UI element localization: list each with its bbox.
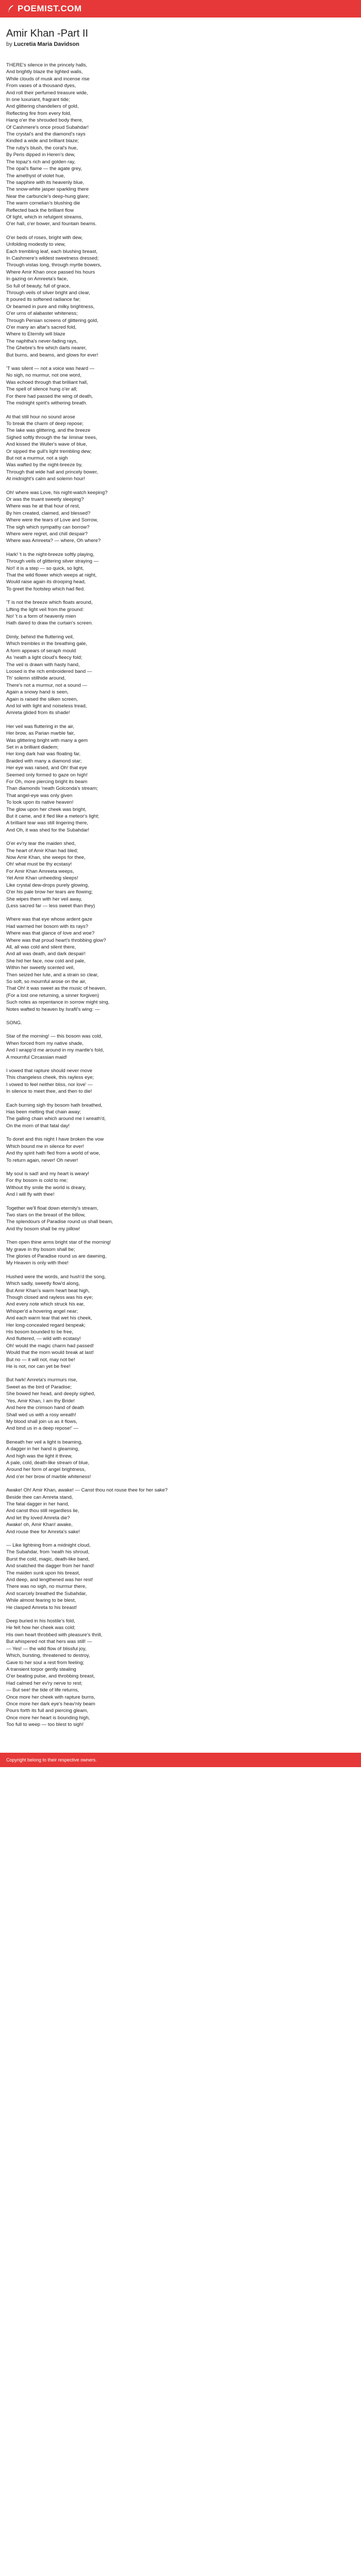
poem-line: A brilliant tear was still lingering there, <box>6 820 88 826</box>
poem-line: Once more her dark eye's heav'nly beam <box>6 1701 95 1707</box>
poem-line: Within her sweetly scented veil, <box>6 965 75 971</box>
poem-stanza <box>6 1033 355 1061</box>
poem-line: There's not a murmur, not a sound — <box>6 682 88 688</box>
poem-line: Sweet as the bird of Paradise; <box>6 1384 72 1390</box>
poem-line: O'er ev'ry tear the maiden shed, <box>6 841 76 847</box>
poem-line: Or beamed in pure and milky brightness, <box>6 303 95 310</box>
poem-line: And bind us in a deep repose!' — <box>6 1426 79 1432</box>
poem-line: At midnight's calm and solemn hour! <box>6 476 85 482</box>
poem-byline <box>6 41 355 47</box>
poem-line: And lol with light and noiseless tread, <box>6 703 87 709</box>
poem-line: Would that the morn would break at last! <box>6 1350 94 1356</box>
poem-line: Deep buried in his hostile's fold, <box>6 1618 75 1624</box>
poem-stanza <box>6 1274 355 1370</box>
poem-line: While clouds of musk and incense rise <box>6 76 90 82</box>
poem-line: As 'neath a light cloud's fleecy fold; <box>6 655 83 661</box>
poem-line: O'er urns of alabaster whiteness; <box>6 311 78 317</box>
poem-line: Once more her cheek with rapture burns, <box>6 1694 95 1700</box>
poem-line: To return again, never! Oh never! <box>6 1157 78 1163</box>
poem-line: No!! it is a step — so quick, so light, <box>6 565 84 571</box>
poem-stanza <box>6 62 355 228</box>
poem-line: Two stars on the breast of the billow, <box>6 1212 86 1218</box>
poem-line: And fluttered, — wild with ecstasy! <box>6 1336 81 1342</box>
poem-line: When forced from my native shade, <box>6 1040 84 1046</box>
poem-line: He is not, nor can yet be free! <box>6 1364 71 1370</box>
poem-line: Where was he at that hour of rest, <box>6 503 80 510</box>
poem-line: Where were regret, and chill despair? <box>6 531 88 537</box>
poem-line: On the morn of that fatal day! <box>6 1123 70 1129</box>
poem-line: Through Persian screens of glittering gold, <box>6 317 99 324</box>
poem-line: I vowed to feel neither bliss, nor love' — <box>6 1081 93 1088</box>
poem-stanza <box>6 599 355 627</box>
poem-line: He felt how her cheek was cold; <box>6 1625 76 1631</box>
poem-line: Had calmed her ev'ry nerve to rest; <box>6 1680 83 1686</box>
poem-line: (For a lost one returning, a sinner forgiven) <box>6 992 100 998</box>
poem-line: And high was the light it threw, <box>6 1453 73 1459</box>
poem-line: Like crystal dew-drops purely glowing, <box>6 882 89 888</box>
poem-line: For thy bosom is cold to me; <box>6 1178 68 1184</box>
poem-line: Now Amir Khan, she weeps for thee, <box>6 855 86 861</box>
poem-line: The sapphire with its heavenly blue, <box>6 179 85 185</box>
poem-stanza <box>6 916 355 1013</box>
poem-line: But it came, and it fled like a meteor's light; <box>6 814 100 820</box>
poem-line: Oh! what must be thy ecstasy! <box>6 861 72 868</box>
poem-line: 'T is not the breeze which floats around, <box>6 600 93 606</box>
poem-stanza <box>6 1377 355 1432</box>
poem-line: O'er hall, o'er bower, and fountain beams. <box>6 221 97 227</box>
poem-line: Lifting the light veil from the ground: <box>6 606 84 613</box>
poem-line: All, all was cold and silent there, <box>6 944 76 950</box>
poem-line: And Oh, it was shed for the Subahdar! <box>6 827 90 833</box>
poem-line: SONG. <box>6 1020 22 1026</box>
poem-line: Was echoed through that brilliant hall, <box>6 379 88 385</box>
poem-line: My grave in thy bosom shall be; <box>6 1246 75 1252</box>
poem-line: The crystal's and the diamond's rays <box>6 131 86 138</box>
poem-line: But burns, and beams, and glows for ever! <box>6 352 99 358</box>
poem-stanza <box>6 1205 355 1233</box>
poem-line: Her eye was raised, and Oh! that eye <box>6 765 87 771</box>
poem-line: Where were the tears of Love and Sorrow, <box>6 517 98 523</box>
poem-line: O'er many an altar's sacred fold, <box>6 325 77 331</box>
poem-line: Though closed and rayless was his eye; <box>6 1295 93 1300</box>
poem-stanza <box>6 1171 355 1198</box>
poem-line: Where to Eternity will blaze <box>6 331 65 337</box>
poem-line: Shall wed us with a rosy wreath! <box>6 1412 76 1418</box>
site-logo[interactable] <box>6 4 82 14</box>
poem-line: Seemed only formed to gaze on high! <box>6 772 88 778</box>
poem-line: Would raise again its drooping head, <box>6 579 86 585</box>
poem-line: Near the carbuncle's deep-hung glare; <box>6 193 90 199</box>
footer-bar <box>0 1753 361 1767</box>
poem-line: But not a murmur, not a sigh <box>6 455 68 461</box>
poem-line: Or was the truant sweetly sleeping? <box>6 496 84 502</box>
poem-line: A form appears of seraph mould <box>6 648 76 654</box>
poem-line: To look upon its native heaven! <box>6 800 74 806</box>
poem-line: To greet the footstep which had fled. <box>6 586 85 592</box>
poem-line: His own heart throbbed with pleasure's thrill, <box>6 1632 103 1638</box>
poem-line: And rouse thee for Amreta's sake! <box>6 1529 80 1535</box>
poem-line: Together we'll float down eternity's stream, <box>6 1205 99 1211</box>
poem-line: Amreta glided from its shade! <box>6 710 70 716</box>
poem-line: Around her form of angel brightness, <box>6 1467 86 1473</box>
poem-stanza <box>6 1020 355 1026</box>
poem-line: For Amir Khan Amreeta weeps, <box>6 868 74 874</box>
poem-line: Braided with many a diamond star; <box>6 758 82 764</box>
poem-line: And snatched the dagger from her hand! <box>6 1563 94 1569</box>
poem-line: It poured its softened radiance far; <box>6 297 81 303</box>
poem-stanza <box>6 234 355 359</box>
poem-line: Her veil was fluttering in the air, <box>6 723 75 730</box>
by-label: by <box>6 41 12 47</box>
poem-line: And roll their perfumed treasure wide, <box>6 90 88 96</box>
poem-line: A mournful Circassian maid! <box>6 1054 68 1060</box>
poem-line: But hark! Amreta's murmurs rise, <box>6 1377 78 1383</box>
poem-line: The veil is drawn with hasty hand, <box>6 662 80 668</box>
poem-line: There was no sigh, no murmur there, <box>6 1584 87 1590</box>
poem-body <box>6 62 355 1728</box>
poem-line: Through veils of silver bright and clear, <box>6 290 90 296</box>
poem-title: Amir Khan -Part II <box>6 28 88 39</box>
poem-line: Hath dared to draw the curtain's screen. <box>6 620 93 626</box>
poem-line: Without thy smile the world is dreary, <box>6 1184 86 1191</box>
poem-line: Such notes as repentance in sorrow might sing, <box>6 999 110 1006</box>
poem-line: Reflecting fire from every fold, <box>6 110 72 116</box>
poem-line: My soul is sad! and my heart is weary! <box>6 1171 90 1177</box>
poem-line: So soft, so mournful arose on the air, <box>6 978 87 985</box>
poem-content <box>0 18 361 1744</box>
poem-line: The sigh which sympathy can borrow? <box>6 524 90 530</box>
poem-line: The naphtha's never-fading rays, <box>6 338 78 344</box>
poem-line: And o'er her brow of marble whiteness! <box>6 1473 91 1480</box>
poem-line: For there had passed the wing of death, <box>6 393 93 399</box>
poem-line: Where was Amreeta? — where, Oh where? <box>6 538 101 544</box>
poem-line: That Oh! it was sweet as the music of heaven, <box>6 986 107 992</box>
poem-line: And thy bosom shall be my pillow! <box>6 1226 80 1232</box>
poem-line: Loosed is the rich embroidered band — <box>6 668 92 674</box>
poem-line: THERE's silence in the princely halls, <box>6 62 88 68</box>
poem-line: And every note which struck his ear, <box>6 1301 85 1308</box>
poem-line: That the wild flower which weeps at night, <box>6 572 97 579</box>
poem-line: O'er beds of roses, bright with dew, <box>6 234 83 241</box>
poem-stanza <box>6 1239 355 1267</box>
poem-line: The glories of Paradise round us are dawning, <box>6 1253 107 1259</box>
poem-line: This changeless cheek, this rayless eye; <box>6 1075 94 1081</box>
poem-line: Her long-concealed regard bespeak; <box>6 1322 86 1328</box>
poem-line: Then open thine arms bright star of the morning! <box>6 1240 111 1246</box>
poem-line: And scarcely breathed the Subahdar, <box>6 1590 87 1597</box>
poem-line: Has been melting that chain away; <box>6 1109 81 1115</box>
poem-line: But whispered not that hers was still! — <box>6 1639 92 1645</box>
poem-line: O'er his pale brow her tears are flowing; <box>6 889 93 895</box>
poem-line: And let thy loved Amreta die? <box>6 1515 70 1521</box>
poem-line: — Like lightning from a midnight cloud, <box>6 1543 91 1548</box>
poem-line: Dimly, behind the fluttering veil, <box>6 634 74 640</box>
poem-line: Or sipped the gull's light trembling dew; <box>6 448 92 454</box>
poem-line: The Subahdar, from 'neath his shroud, <box>6 1549 90 1555</box>
poem-line: But no — it will not, may not be! <box>6 1357 75 1363</box>
poem-stanza <box>6 723 355 834</box>
poem-line: She hid her face, now cold and pale, <box>6 958 86 964</box>
poem-stanza <box>6 840 355 909</box>
poem-line: — But see! the tide of life returns, <box>6 1687 79 1693</box>
poem-line: Where was that eye whose ardent gaze <box>6 917 92 923</box>
poem-line: Where was that proud heart's throbbing glow? <box>6 937 106 943</box>
poem-line: His bosom bounded to be free, <box>6 1329 73 1335</box>
poem-line: I vowed that rapture should never move <box>6 1068 92 1074</box>
poem-line: A pale, cold, death-like stream of blue, <box>6 1460 90 1466</box>
poem-line: In silence to meet thee, and then to die! <box>6 1089 92 1095</box>
poem-line: Which, bursting, threatened to destroy, <box>6 1653 90 1659</box>
poem-line: Beside thee can Amreta stand, <box>6 1494 73 1500</box>
poem-line: Each trembling leaf, each blushing breast, <box>6 248 97 255</box>
poem-stanza <box>6 414 355 483</box>
poem-stanza <box>6 1618 355 1728</box>
poem-line: Her long dark hair was floating far, <box>6 751 81 757</box>
poem-line: My Heaven is only with thee! <box>6 1260 69 1266</box>
copyright-text: Copyright belong to their respective owners. <box>6 1757 97 1762</box>
poem-line: The maiden sunk upon his breast, <box>6 1570 80 1576</box>
poem-stanza <box>6 1136 355 1164</box>
poem-line: Her brow, as Parian marble fair, <box>6 731 75 737</box>
poem-line: Than diamonds 'neath Golconda's stream; <box>6 786 98 792</box>
poem-line: Reflected back the brilliant flow <box>6 207 74 213</box>
poem-line: And kissed the Wuller's wave of blue, <box>6 442 87 448</box>
poem-stanza <box>6 365 355 406</box>
poem-line: My blood shall join us as it flows, <box>6 1418 77 1425</box>
poem-line: Oh! would the magic charm had passed! <box>6 1343 94 1349</box>
poem-line: No sigh, no murmur, not one word, <box>6 372 81 379</box>
poem-line: By Peris dipped in Heren's dew, <box>6 152 75 158</box>
poem-line: Was wafted by the night-breeze by, <box>6 462 83 468</box>
poem-line: Oh! where was Love, his night-watch keeping? <box>6 489 108 496</box>
poem-line: Again a snowy hand is seen, <box>6 689 69 696</box>
poem-line: The spell of silence hung o'er all; <box>6 386 78 393</box>
poem-line: The snow-white jasper sparkling there <box>6 187 89 193</box>
poem-line: Kindled a wide and brilliant blaze; <box>6 138 79 144</box>
poem-line: In gazing on Amreeta's face, <box>6 276 68 282</box>
quill-icon <box>6 5 14 13</box>
poem-line: So full of beauty, full of grace, <box>6 283 71 289</box>
poem-line: While almost fearing to be blest, <box>6 1598 76 1604</box>
poem-stanza <box>6 634 355 717</box>
poem-line: Sighed softly through the far Iiminar trees, <box>6 434 97 440</box>
poem-line: He clasped Amreta to his breast! <box>6 1604 77 1611</box>
poem-line: And I wrapp'd me around in my mantle's fold, <box>6 1047 104 1054</box>
poem-stanza <box>6 489 355 545</box>
poem-stanza <box>6 551 355 592</box>
poem-line: For Oh, more piercing bright its beam <box>6 779 88 785</box>
top-bar <box>0 0 361 18</box>
poem-line: By him created, claimed, and blessed? <box>6 510 91 516</box>
poem-line: And each warm tear that wet his cheek, <box>6 1315 92 1321</box>
poem-line: Each burning sigh thy bosom hath breathed, <box>6 1102 103 1108</box>
poem-line: To break the charm of deep repose; <box>6 420 84 427</box>
poem-line: Of Cashmere's once proud Subahdar! <box>6 124 89 130</box>
poem-line: In one luxuriant, fragrant tide; <box>6 97 70 103</box>
poem-line: Awake! oh, Amir Khan! awake, <box>6 1522 73 1528</box>
poem-stanza <box>6 1439 355 1480</box>
poem-line: The lake was glittering, and the breeze <box>6 428 91 434</box>
poem-line: Again is raised the silken screen, <box>6 696 78 702</box>
poem-line: And canst thou still regardless lie, <box>6 1508 79 1514</box>
poem-line: (Less sacred far — less sweet than they) <box>6 903 95 909</box>
poem-stanza <box>6 1542 355 1611</box>
poem-line: Too full to weep — too blest to sigh! <box>6 1722 84 1728</box>
poem-line: The opal's flame — the agate grey, <box>6 166 82 172</box>
poem-line: The fatal dagger in her hand, <box>6 1501 70 1507</box>
poem-line: The Ghebre's fire which darts nearer, <box>6 345 87 351</box>
poem-line: The warm cornelian's blushing die <box>6 200 80 207</box>
poem-line: The galling chain which around me I wreath'd, <box>6 1116 106 1122</box>
poem-line: Which sadly, sweetly flow'd along, <box>6 1281 80 1287</box>
poem-line: The heart of Amir Khan had bled; <box>6 848 78 854</box>
poem-line: Had warmed her bosom with its rays? <box>6 923 88 929</box>
poem-line: Notes wafted to heaven by Israfil's wing: — <box>6 1006 100 1012</box>
poem-line: Pours forth its full and piercing gleam, <box>6 1708 88 1714</box>
poem-line: And here the crimson hand of death <box>6 1405 85 1411</box>
poem-line: The topaz's rich and golden ray, <box>6 159 76 165</box>
poem-line: Unfolding modestly to view, <box>6 242 66 248</box>
poem-line: Through that wide hall and princely bower, <box>6 469 98 475</box>
poem-line: The glow upon her cheek was bright, <box>6 806 87 812</box>
poem-stanza <box>6 1487 355 1535</box>
poem-line: And I will fly with thee! <box>6 1192 55 1198</box>
poem-line: Where was that glance of love and woe? <box>6 930 95 937</box>
poem-line: And all was death, and dark despair! <box>6 951 86 957</box>
poem-line: The splendours of Paradise round us shall beam, <box>6 1219 113 1225</box>
poem-line: And brightly blaze the lighted walls, <box>6 69 83 75</box>
poem-line: Yet Amir Khan unheeding sleeps! <box>6 875 78 882</box>
poem-line: The ruby's blush, the coral's hue, <box>6 145 78 151</box>
poem-stanza <box>6 1067 355 1095</box>
poem-line: From vases of a thousand dyes, <box>6 83 76 89</box>
poem-line: Hushed were the words, and hush'd the song, <box>6 1274 106 1280</box>
poem-line: Set in a brilliant diadem; <box>6 744 59 750</box>
poem-line: Then seized her lute, and a strain so clear, <box>6 972 99 978</box>
poem-line: Hang o'er the shrouded body there, <box>6 117 84 124</box>
poem-stanza <box>6 1102 355 1130</box>
poem-line: Of light, which in refulgent streams, <box>6 214 83 220</box>
author-link[interactable]: Lucretia Maria Davidson <box>13 41 79 47</box>
poem-line: Star of the morning! — this bosom was cold, <box>6 1033 103 1040</box>
poem-line: 'T was silent — not a voice was heard — <box>6 366 95 372</box>
poem-line: A dagger in her hand is gleaming, <box>6 1446 79 1452</box>
poem-line: Whisper'd a hovering angel near; <box>6 1308 78 1314</box>
poem-line: The amethyst of violet hue, <box>6 173 65 179</box>
poem-line: 'Yes, Amir Khan, I am thy Bride! <box>6 1398 75 1404</box>
poem-line: Through veils of glittering silver straying — <box>6 558 99 565</box>
poem-line: O'er beating pulse, and throbbing breast, <box>6 1673 95 1680</box>
poem-line: Once more her heart is bounding high, <box>6 1715 90 1721</box>
poem-line: She wipes them with her veil away, <box>6 896 83 902</box>
poem-line: Th' solemn stillhide around, <box>6 675 66 682</box>
poem-line: — Yes! — the wild flow of blissful joy, <box>6 1646 87 1652</box>
poem-line: At that still hour no sound arose <box>6 414 75 420</box>
poem-line: That angel-eye was only given <box>6 792 73 799</box>
poem-line: Which bound me in silence for ever! <box>6 1143 85 1149</box>
poem-line: And thy spirit hath fled from a world of woe, <box>6 1150 101 1157</box>
poem-line: And deep, and lengthened was her rest! <box>6 1577 93 1583</box>
poem-line: The midnight spirit's withering breath. <box>6 400 88 406</box>
poem-line: No! 't is a form of heavenly mien <box>6 614 76 620</box>
poem-line: But Amir Khan's warm heart beat high, <box>6 1287 90 1294</box>
poem-line: A transient torpor gently stealing <box>6 1666 76 1672</box>
poem-line: And glittering chandeliers of gold, <box>6 104 79 110</box>
poem-line: Beneath her veil a light is beaming, <box>6 1439 83 1445</box>
poem-line: Burst the cold, magic, death-like band, <box>6 1556 90 1562</box>
poem-line: To doret and this night I have broken the vow <box>6 1137 104 1143</box>
poem-line: Was glittering bright with many a gem <box>6 737 88 743</box>
poem-line: She bowed her head, and deeply sighed, <box>6 1391 95 1397</box>
poem-line: Through vistas long, through myrtle bowers, <box>6 262 102 268</box>
poem-line: In Cashmere's wildest sweetness dressed; <box>6 255 99 261</box>
poem-line: Hark! 't is the night-breeze softly playing, <box>6 551 94 557</box>
poem-line: Awake! Oh! Amir Khan, awake! — Canst thou not rouse thee for her sake? <box>6 1487 168 1494</box>
poem-line: Gave to her soul a rest from feeling; <box>6 1659 85 1666</box>
poem-line: Which trembles in the breathing gale, <box>6 641 87 647</box>
site-logo-text: POEMIST.COM <box>18 4 82 13</box>
poem-line: Where Amir Khan once passed his hours <box>6 269 95 275</box>
